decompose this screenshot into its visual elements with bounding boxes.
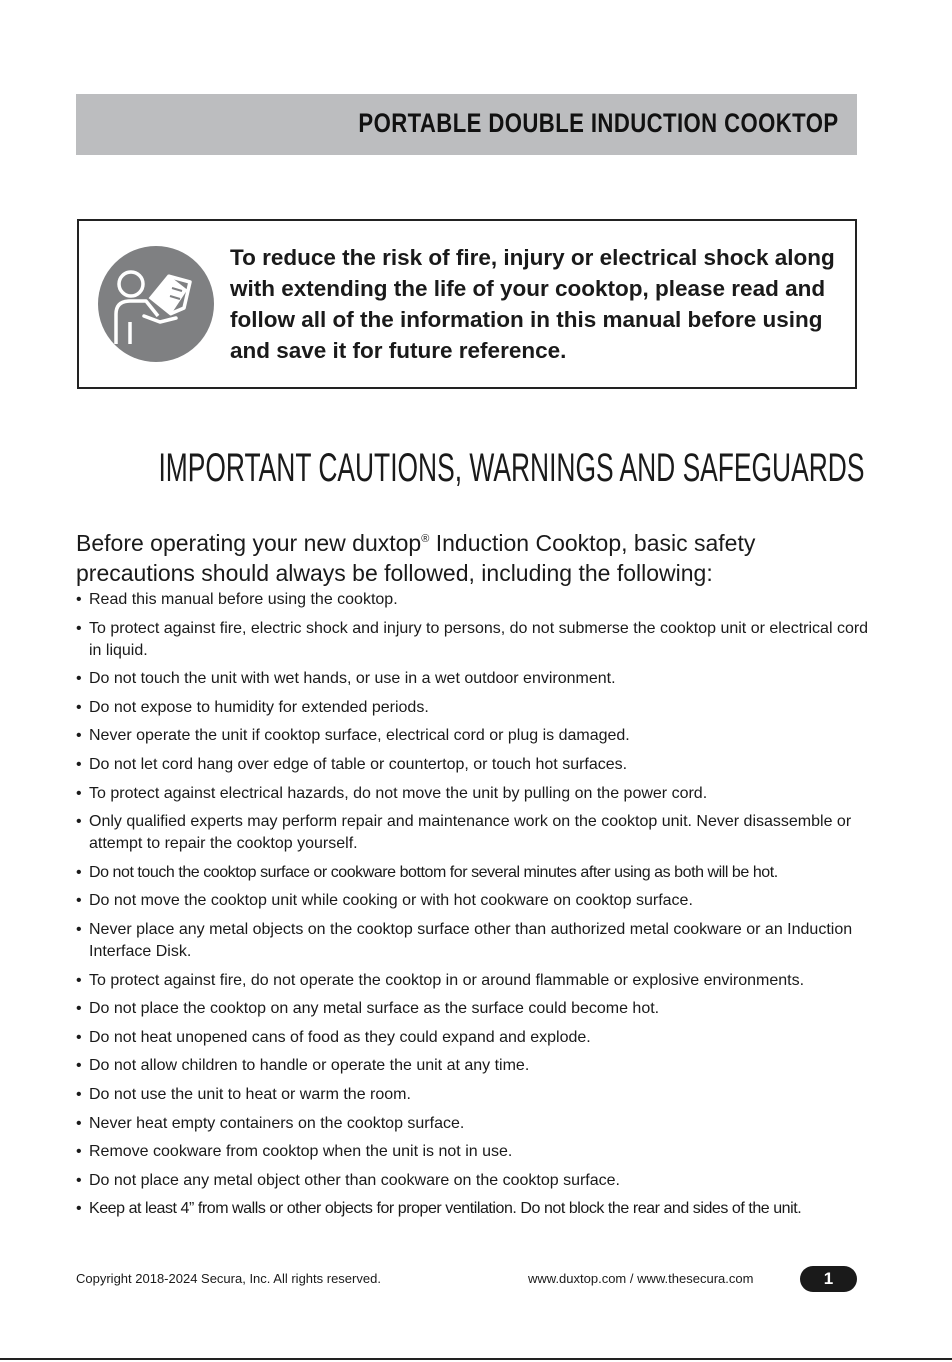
caution-item: • To protect against electrical hazards, do not move the unit by pulling on the power cord. xyxy=(76,783,876,805)
read-manual-icon xyxy=(98,246,214,362)
caution-item: • Never operate the unit if cooktop surface, electrical cord or plug is damaged. xyxy=(76,725,876,747)
bullet: • xyxy=(76,1200,82,1218)
bullet: • xyxy=(76,892,82,910)
caution-item: • Do not heat unopened cans of food as they could expand and explode. xyxy=(76,1027,876,1049)
document-title: PORTABLE DOUBLE INDUCTION COOKTOP xyxy=(358,108,839,138)
bullet: • xyxy=(76,698,82,716)
caution-item: • To protect against fire, electric shock and injury to persons, do not submerse the cooktop unit or electrical cord in liquid. xyxy=(76,619,869,659)
bullet: • xyxy=(76,619,82,637)
website-links: www.duxtop.com / www.thesecura.com xyxy=(528,1271,754,1286)
caution-item: • Never heat empty containers on the cooktop surface. xyxy=(76,1113,876,1135)
section-title: IMPORTANT CAUTIONS, WARNINGS AND SAFEGUARDS xyxy=(158,446,865,490)
bullet: • xyxy=(76,863,82,881)
caution-item: • Do not move the cooktop unit while cooking or with hot cookware on cooktop surface. xyxy=(76,890,876,912)
copyright-text: Copyright 2018-2024 Secura, Inc. All rights reserved. xyxy=(76,1271,381,1286)
bullet: • xyxy=(76,971,82,989)
bullet: • xyxy=(76,920,82,938)
bullet: • xyxy=(76,591,82,608)
caution-item: • Read this manual before using the cooktop. xyxy=(76,589,876,611)
caution-item: • Do not expose to humidity for extended periods. xyxy=(76,697,876,719)
bullet: • xyxy=(76,755,82,773)
registered-mark: ® xyxy=(421,533,430,545)
caution-item: • Do not touch the unit with wet hands, or use in a wet outdoor environment. xyxy=(76,668,876,690)
bullet: • xyxy=(76,813,82,831)
page-number: 1 xyxy=(800,1266,857,1292)
bullet: • xyxy=(76,670,82,688)
bottom-rule xyxy=(0,1358,952,1360)
cautions-list xyxy=(76,589,876,1227)
bullet: • xyxy=(76,784,82,802)
caution-item: • Do not place any metal object other than cookware on the cooktop surface. xyxy=(76,1170,876,1192)
bullet: • xyxy=(76,1171,82,1189)
intro-paragraph xyxy=(76,524,876,588)
caution-item: • Remove cookware from cooktop when the unit is not in use. xyxy=(76,1141,876,1163)
safety-notice-box xyxy=(77,219,857,389)
caution-item: • Do not touch the cooktop surface or cookware bottom for several minutes after using as both will be hot. xyxy=(76,862,876,884)
caution-item: • Do not let cord hang over edge of table or countertop, or touch hot surfaces. xyxy=(76,754,876,776)
header-band xyxy=(76,94,857,155)
bullet: • xyxy=(76,1000,82,1018)
caution-item: • Do not place the cooktop on any metal surface as the surface could become hot. xyxy=(76,998,876,1020)
bullet: • xyxy=(76,1028,82,1046)
bullet: • xyxy=(76,1057,82,1075)
caution-item: • Do not use the unit to heat or warm the room. xyxy=(76,1084,876,1106)
caution-item: • Only qualified experts may perform repair and maintenance work on the cooktop unit. Never disassemble or attempt to repair the cooktop yourself. xyxy=(76,813,852,853)
caution-item: • Do not allow children to handle or operate the unit at any time. xyxy=(76,1055,876,1077)
caution-item: • Never place any metal objects on the cooktop surface other than authorized metal cookware or an Induction Interface Disk. xyxy=(76,920,853,960)
bullet: • xyxy=(76,727,82,745)
safety-notice-text: To reduce the risk of fire, injury or electrical shock along with extending the life of your cooktop, please read and follow all of the information in this manual before using and save it for future reference. xyxy=(230,245,835,363)
intro-text-after: Induction Cooktop, basic safety precautions should always be followed, including the following: xyxy=(76,530,756,586)
bullet: • xyxy=(76,1114,82,1132)
intro-text-before: Before operating your new duxtop xyxy=(76,530,422,556)
bullet: • xyxy=(76,1143,82,1161)
caution-item: • To protect against fire, do not operate the cooktop in or around flammable or explosive environments. xyxy=(76,970,876,992)
caution-item: • Keep at least 4” from walls or other objects for proper ventilation. Do not block the rear and sides of the unit. xyxy=(76,1198,876,1220)
bullet: • xyxy=(76,1085,82,1103)
